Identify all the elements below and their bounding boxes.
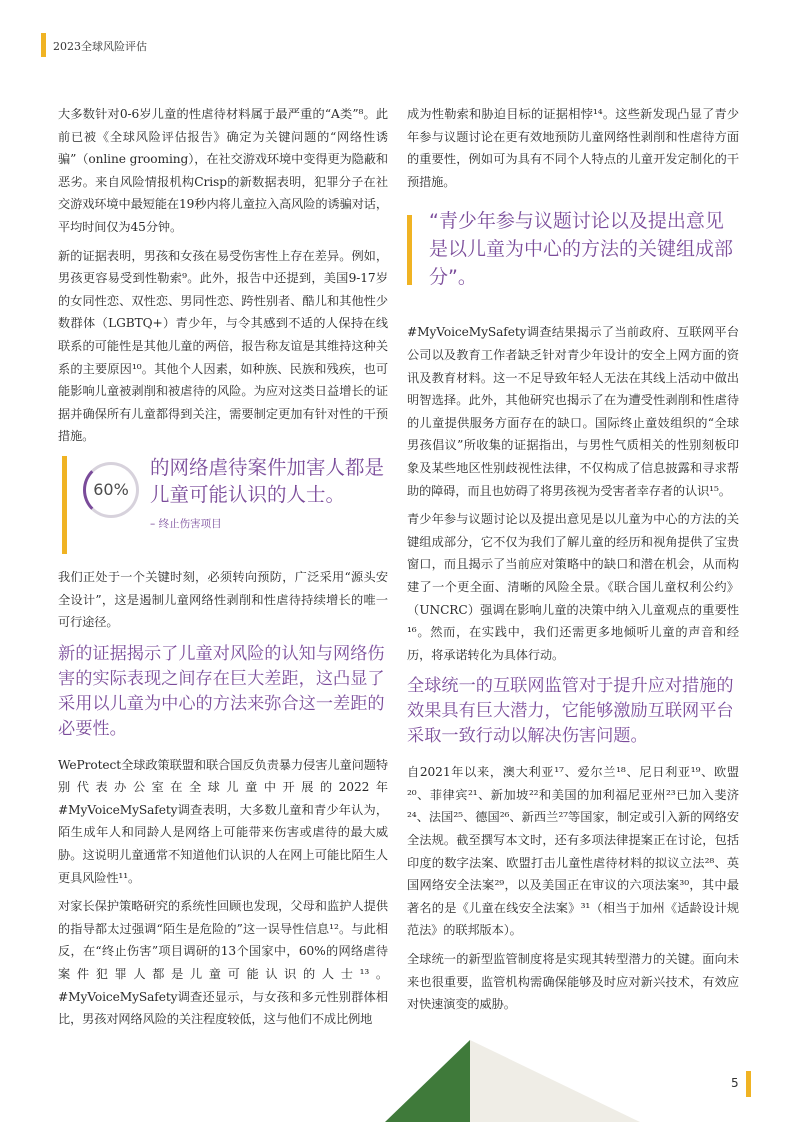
quote-accent-bar bbox=[407, 215, 412, 285]
footer-decoration bbox=[385, 1040, 645, 1122]
paragraph: #MyVoiceMySafety调查结果揭示了当前政府、互联网平台公司以及教育工作者缺乏针对青少年设计的安全上网方面的资讯及教育材料。这一不足导致年轻人无法在其线上活动中做出明智选择。此外，其他研究也揭示了在为遭受性剥削和性虐待的儿童提供服务方面存在的缺口。国际终止童妓组织的“全球男孩倡议”所收集的证据指出，与男性气质相关的性别刻板印象及某些地区性别歧视性法律，不仅构成了信息披露和寻求帮助的障碍，而且也妨碍了将男孩视为受害者幸存者的认识¹⁵。 bbox=[407, 325, 739, 498]
paragraph: 大多数针对0-6岁儿童的性虐待材料属于最严重的“A类”⁸。此前已被《全球风险评估报告》确定为关键问题的“网络性诱骗”（online grooming），在社交游戏环境中变得更为隐蔽和恶劣。来自风险情报机构Crisp的新数据表明，犯罪分子在社交游戏环境中最短能在19秒内将儿童拉入高风险的诱骗对话，平均时间仅为45分钟。 bbox=[58, 107, 388, 234]
beige-triangle bbox=[470, 1040, 640, 1122]
pull-quote bbox=[407, 207, 739, 303]
stat-value: 60% bbox=[93, 480, 129, 500]
left-column bbox=[58, 103, 388, 1037]
paragraph: 青少年参与议题讨论以及提出意见是以儿童为中心的方法的关键组成部分，它不仅为我们了解儿童的经历和视角提供了宝贵窗口，而且揭示了当前应对策略中的缺口和潜在机会，从而构建了一个更全面、清晰的风险全景。《联合国儿童权利公约》（UNCRC）强调在影响儿童的决策中纳入儿童观点的重要性¹⁶。然而，在实践中，我们还需更多地倾听儿童的声音和经历，将承诺转化为具体行动。 bbox=[407, 512, 739, 662]
statistic-callout bbox=[58, 456, 388, 556]
paragraph: 自2021年以来，澳大利亚¹⁷、爱尔兰¹⁸、尼日利亚¹⁹、欧盟²⁰、菲律宾²¹、新加坡²²和美国的加利福尼亚州²³已加入斐济²⁴、法国²⁵、德国²⁶、新西兰²⁷等国家，制定或引入新的网络安全法规。截至撰写本文时，还有多项法律提案正在讨论，包括印度的数字法案、欧盟打击儿童性虐待材料的拟议立法²⁸、英国网络安全法案²⁹，以及美国正在审议的六项法案³⁰，其中最著名的是《儿童在线安全法案》³¹（相当于加州《适龄设计规范法》的联邦版本）。 bbox=[407, 765, 739, 938]
report-title: 2023全球风险评估 bbox=[53, 40, 147, 53]
paragraph: WeProtect全球政策联盟和联合国反负责暴力侵害儿童问题特别代表办公室在全球儿童中开展的2022年#MyVoiceMySafety调查表明，大多数儿童和青少年认为，陌生成年人和同龄人是网络上可能带来伤害或虐待的最大威胁。这说明儿童通常不知道他们认识的人在网上可能比陌生人更具风险性¹¹。 bbox=[58, 757, 388, 885]
callout-accent-bar bbox=[62, 456, 67, 554]
paragraph: 对家长保护策略研究的系统性回顾也发现，父母和监护人提供的指导都太过强调“陌生是危险的”这一误导性信息¹²。与此相反，在“终止伤害”项目调研的13个国家中，60%的网络虐待案件犯罪人都是儿童可能认识的人士¹³。#MyVoiceMySafety调查还显示，与女孩和多元性别群体相比，男孩对网络风险的关注程度较低，这与他们不成比例地 bbox=[58, 899, 388, 1027]
stat-source: – 终止伤害项目 bbox=[150, 517, 222, 530]
percent-ring-icon bbox=[83, 462, 139, 518]
quote-text: “青少年参与议题讨论以及提出意见是以儿童为中心的方法的关键组成部分”。 bbox=[429, 210, 734, 289]
page-accent-bar bbox=[746, 1071, 751, 1097]
lead-heading: 新的证据揭示了儿童对风险的认知与网络伤害的实际表现之间存在巨大差距，这凸显了采用以儿童为中心的方法来弥合这一差距的必要性。 bbox=[58, 643, 385, 739]
paragraph: 全球统一的新型监管制度将是实现其转型潜力的关键。面向未来也很重要，监管机构需确保能够及时应对新兴技术，有效应对快速演变的威胁。 bbox=[407, 952, 739, 1012]
paragraph: 新的证据表明，男孩和女孩在易受伤害性上存在差异。例如，男孩更容易受到性勒索⁹。此外，报告中还提到，美国9-17岁的女同性恋、双性恋、男同性恋、跨性别者、酷儿和其他性少数群体（LGBTQ+）青少年，与令其感到不适的人保持在线联系的可能性是其他儿童的两倍，报告称友谊是其维持这种关系的主要原因¹⁰。其他个人因素，如种族、民族和残疾，也可能影响儿童被剥削和被虐待的风险。为应对这类日益增长的证据并确保所有儿童都得到关注，需要制定更加有针对性的干预措施。 bbox=[58, 248, 388, 444]
lead-heading: 全球统一的互联网监管对于提升应对措施的效果具有巨大潜力，它能够激励互联网平台采取一致行动以解决伤害问题。 bbox=[407, 676, 734, 747]
header-accent-bar bbox=[41, 33, 46, 57]
stat-text: 的网络虐待案件加害人都是儿童可能认识的人士。 bbox=[150, 455, 385, 506]
right-column bbox=[407, 103, 739, 1022]
page-number: 5 bbox=[731, 1076, 739, 1090]
paragraph: 成为性勒索和胁迫目标的证据相悖¹⁴。这些新发现凸显了青少年参与议题讨论在更有效地预防儿童网络性剥削和性虐待方面的重要性，例如可为具有不同个人特点的儿童开发定制化的干预措施。 bbox=[407, 107, 739, 189]
paragraph: 我们正处于一个关键时刻，必须转向预防，广泛采用“源头安全设计”，这是遏制儿童网络性剥削和性虐待持续增长的唯一可行途径。 bbox=[58, 569, 388, 630]
green-triangle bbox=[385, 1040, 470, 1122]
